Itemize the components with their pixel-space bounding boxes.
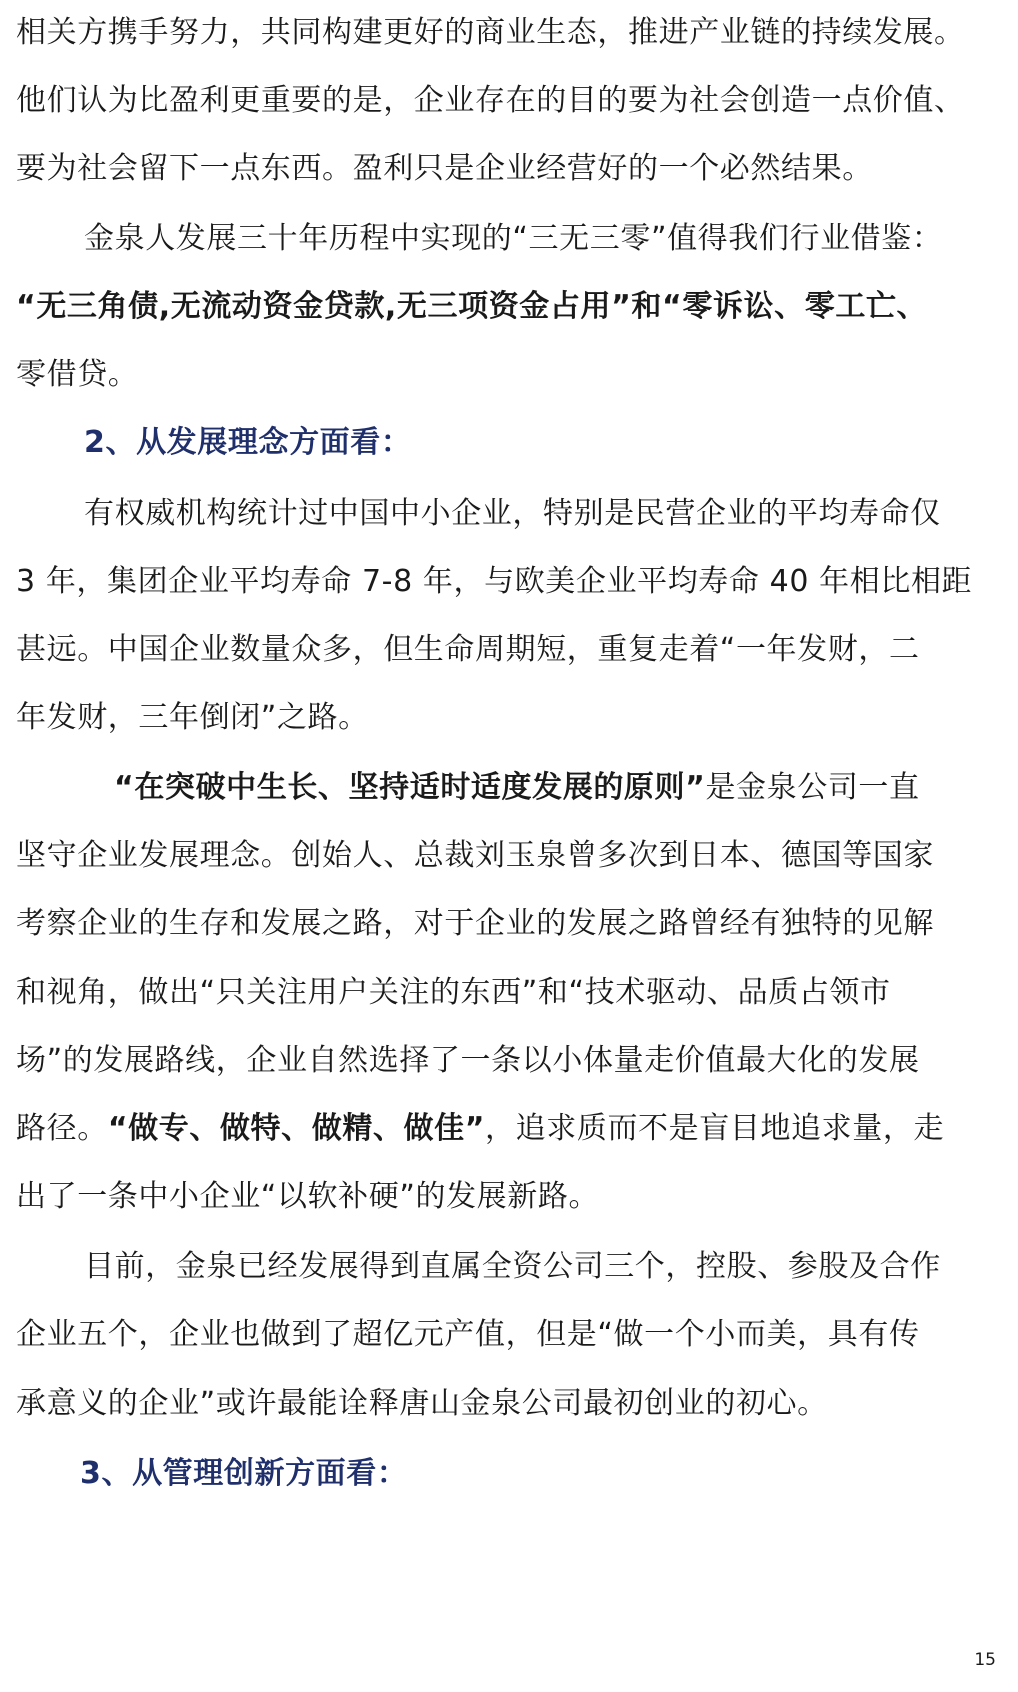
text-line	[84, 214, 942, 264]
page-number: 15	[974, 1650, 996, 1670]
body-text: 路径。	[16, 1111, 108, 1146]
text-line	[16, 693, 369, 743]
body-text: 3 年，集团企业平均寿命 7-8 年，与欧美企业平均寿命 40 年相比相距	[16, 564, 973, 599]
body-text: 是金泉公司一直	[705, 770, 920, 805]
text-line	[16, 350, 138, 400]
text-line	[16, 625, 920, 675]
text-line	[16, 968, 891, 1018]
text-line	[16, 831, 934, 881]
body-text: 年发财，三年倒闭”之路。	[16, 700, 369, 735]
section-heading	[84, 418, 411, 468]
body-text: 金泉人发展三十年历程中实现的“三无三零”值得我们行业借鉴：	[84, 221, 943, 256]
heading-text: 3、从管理创新方面看：	[80, 1456, 408, 1491]
text-line	[16, 1036, 920, 1086]
emphasized-text: “在突破中生长、坚持适时适度发展的原则”	[114, 770, 706, 805]
body-text: 有权威机构统计过中国中小企业，特别是民营企业的平均寿命仅	[84, 496, 941, 531]
body-text: 和视角，做出“只关注用户关注的东西”和“技术驱动、品质占领市	[16, 975, 891, 1010]
body-text: 要为社会留下一点东西。盈利只是企业经营好的一个必然结果。	[16, 151, 873, 186]
text-line	[16, 8, 965, 58]
text-line	[114, 763, 920, 813]
body-text: 相关方携手努力，共同构建更好的商业生态，推进产业链的持续发展。	[16, 15, 965, 50]
body-text: 坚守企业发展理念。创始人、总裁刘玉泉曾多次到日本、德国等国家	[16, 838, 934, 873]
body-text: ，追求质而不是盲目地追求量，走	[485, 1111, 945, 1146]
emphasized-text: “无三角债,无流动资金贷款,无三项资金占用”和“零诉讼、零工亡、	[16, 289, 928, 324]
text-line	[16, 1379, 828, 1429]
text-line	[16, 76, 965, 126]
body-text: 出了一条中小企业“以软补硬”的发展新路。	[16, 1179, 600, 1214]
body-text: 企业五个，企业也做到了超亿元产值，但是“做一个小而美，具有传	[16, 1317, 920, 1352]
text-line	[16, 282, 927, 332]
body-text: 他们认为比盈利更重要的是，企业存在的目的要为社会创造一点价值、	[16, 83, 965, 118]
text-line	[16, 1172, 599, 1222]
emphasized-text: “做专、做特、做精、做佳”	[107, 1111, 486, 1146]
body-text: 考察企业的生存和发展之路，对于企业的发展之路曾经有独特的见解	[16, 906, 934, 941]
heading-text: 2、从发展理念方面看：	[84, 425, 412, 460]
body-text: 目前，金泉已经发展得到直属全资公司三个，控股、参股及合作	[84, 1249, 941, 1284]
body-text: 零借贷。	[16, 357, 139, 392]
text-line	[16, 899, 934, 949]
text-line	[16, 144, 873, 194]
text-line	[84, 1242, 941, 1292]
text-line	[16, 1104, 944, 1154]
body-text: 场”的发展路线，企业自然选择了一条以小体量走价值最大化的发展	[16, 1043, 920, 1078]
text-line	[16, 557, 972, 607]
text-line	[84, 489, 941, 539]
text-line	[16, 1310, 920, 1360]
section-heading	[80, 1449, 407, 1499]
body-text: 承意义的企业”或许最能诠释唐山金泉公司最初创业的初心。	[16, 1386, 828, 1421]
body-text: 甚远。中国企业数量众多，但生命周期短，重复走着“一年发财，二	[16, 632, 920, 667]
